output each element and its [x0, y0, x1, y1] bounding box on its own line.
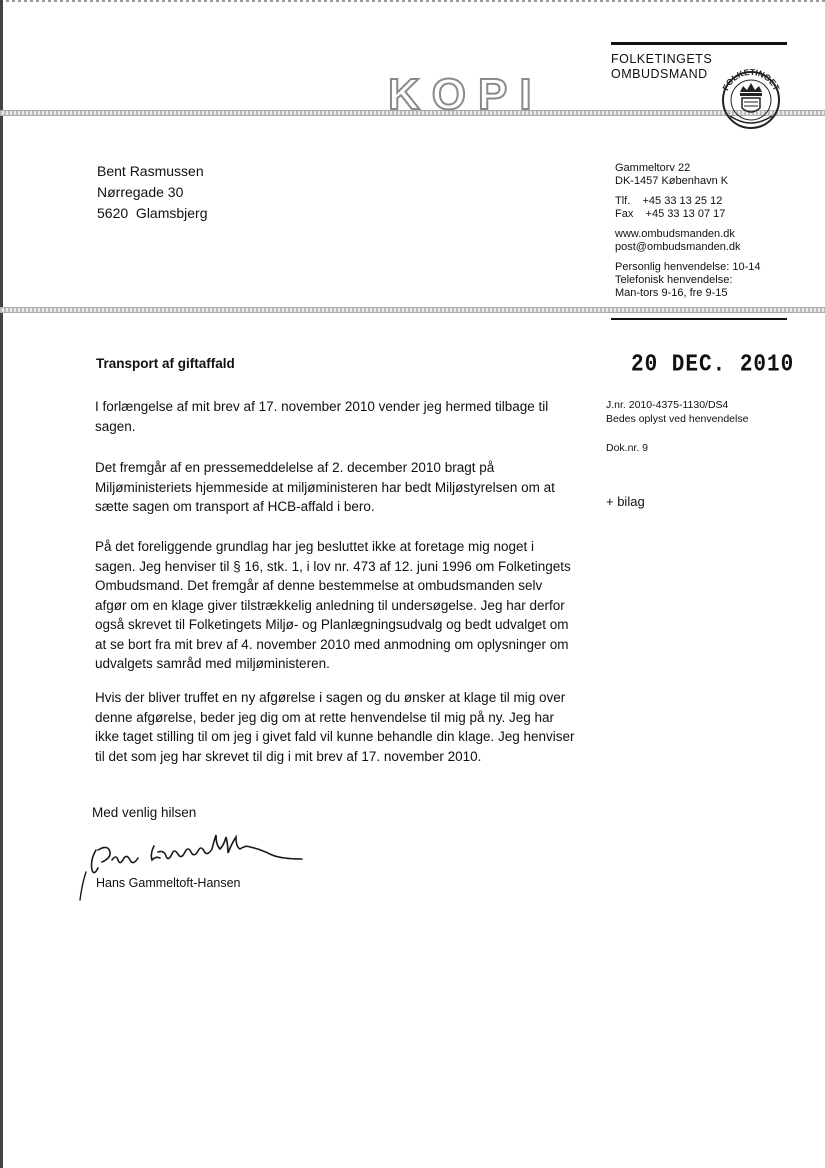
recipient-address — [97, 161, 208, 224]
crown-seal-icon — [716, 64, 786, 130]
date-stamp: 20 DEC. 2010 — [631, 352, 795, 379]
contact-block — [615, 162, 761, 300]
contact-fax: Fax +45 33 13 07 17 — [615, 208, 726, 220]
handwritten-signature — [74, 832, 334, 902]
body-paragraph-4: Hvis der bliver truffet en ny afgørelse i sagen og du ønsker at klage til mig over denne afgørelse, beder jeg dig om at rette henvendelse til mig på ny. Jeg har ikke taget stilling til om jeg i givet fald vil kunne behandle din klage. Jeg henviser til det som jeg har skrevet til dig i mit brev af 17. november 2010. — [95, 690, 575, 764]
scan-edge-top — [0, 0, 825, 2]
contact-telephone-label: Telefonisk henvendelse: — [615, 274, 733, 286]
signer-name: Hans Gammeltoft-Hansen — [96, 876, 241, 890]
body-paragraph-1: I forlængelse af mit brev af 17. november 2010 vender jeg hermed tilbage til sagen. — [95, 399, 549, 434]
reference-doknr: Dok.nr. 9 — [606, 442, 649, 454]
scan-edge-left — [0, 0, 3, 1168]
contact-web: www.ombudsmanden.dk — [615, 228, 735, 240]
institution-line2: OMBUDSMAND — [611, 67, 708, 81]
recipient-city: 5620 Glamsbjerg — [97, 205, 208, 221]
svg-text:FOLKETINGET: FOLKETINGET — [720, 66, 782, 93]
institution-rule — [611, 42, 787, 45]
body-paragraph-3: På det foreliggende grundlag har jeg besluttet ikke at foretage mig noget i sagen. Jeg henviser til § 16, stk. 1, i lov nr. 473 af 12. juni 1996 om Folketingets Ombudsmand. Det fremgår af denne bestemmelse at ombudsmanden selv afgør om en klage giver tilstrækkelig anledning til undersøgelse. Jeg har derfor også skrevet til Folketingets Miljø- og Planlægningsudvalg og bedt udvalget om at se bort fra mit brev af 4. november 2010 med anmodning om oplysninger om udvalgets samråd med miljøministeren. — [95, 539, 571, 671]
contact-personal: Personlig henvendelse: 10-14 — [615, 261, 761, 273]
recipient-street: Nørregade 30 — [97, 184, 184, 200]
kopi-stamp: KOPI — [388, 70, 544, 119]
scan-line-lower — [0, 307, 825, 313]
contact-email: post@ombudsmanden.dk — [615, 241, 741, 253]
contact-address2: DK-1457 København K — [615, 175, 729, 187]
reference-note: Bedes oplyst ved henvendelse — [606, 413, 749, 425]
attachment-note: + bilag — [606, 494, 645, 509]
reference-jnr: J.nr. 2010-4375-1130/DS4 — [606, 399, 729, 411]
contact-address1: Gammeltorv 22 — [615, 162, 691, 174]
reference-block — [606, 398, 748, 426]
closing-salutation: Med venlig hilsen — [92, 805, 197, 820]
institution-line1: FOLKETINGETS — [611, 52, 713, 66]
recipient-name: Bent Rasmussen — [97, 163, 204, 179]
contact-rule — [611, 318, 787, 320]
letter-subject: Transport af giftaffald — [96, 356, 235, 371]
institution-name — [611, 52, 712, 82]
contact-phone: Tlf. +45 33 13 25 12 — [615, 195, 723, 207]
body-paragraph-2: Det fremgår af en pressemeddelelse af 2. december 2010 bragt på Miljøministeriets hjemmeside at miljøministeren har bedt Miljøstyrelsen om at sætte sagen om transport af HCB-affald i bero. — [95, 460, 555, 514]
contact-telephone-hours: Man-tors 9-16, fre 9-15 — [615, 287, 728, 299]
